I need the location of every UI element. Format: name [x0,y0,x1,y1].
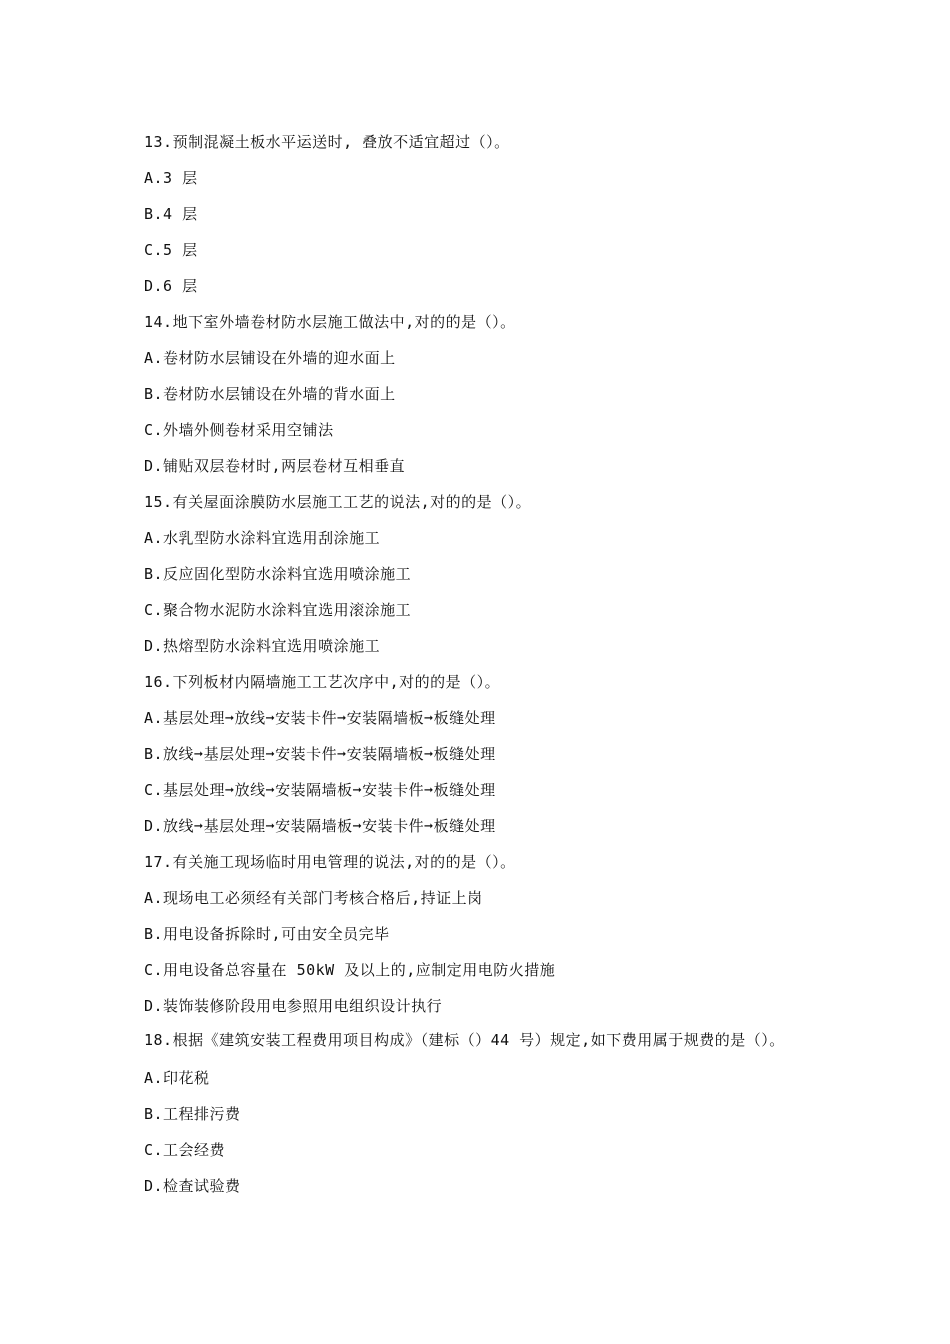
option-d: D.放线➞基层处理➞安装隔墙板➞安装卡件➞板缝处理 [144,817,496,835]
option-a: A.现场电工必须经有关部门考核合格后,持证上岗 [144,889,483,907]
document-page [144,117,814,1212]
option-b: B.用电设备拆除时,可由安全员完毕 [144,925,390,943]
question-stem: 16.下列板材内隔墙施工工艺次序中,对的的是（）。 [144,673,501,691]
option-c: C.用电设备总容量在 50kW 及以上的,应制定用电防火措施 [144,961,556,979]
question-13 [144,132,814,296]
option-d: D.检查试验费 [144,1177,241,1195]
option-b: B.4 层 [144,205,198,223]
option-a: A.水乳型防水涂料宜选用刮涂施工 [144,529,381,547]
option-c: C.工会经费 [144,1141,226,1159]
option-a: A.3 层 [144,169,198,187]
option-b: B.放线➞基层处理➞安装卡件➞安装隔墙板➞板缝处理 [144,745,496,763]
question-stem: 17.有关施工现场临时用电管理的说法,对的的是（）。 [144,853,516,871]
question-stem: 13.预制混凝土板水平运送时, 叠放不适宜超过（）。 [144,133,510,151]
option-b: B.反应固化型防水涂料宜选用喷涂施工 [144,565,412,583]
option-d: D.铺贴双层卷材时,两层卷材互相垂直 [144,457,406,475]
option-b: B.工程排污费 [144,1105,241,1123]
option-a: A.印花税 [144,1069,210,1087]
option-c: C.基层处理➞放线➞安装隔墙板➞安装卡件➞板缝处理 [144,781,496,799]
option-c: C.外墙外侧卷材采用空铺法 [144,421,334,439]
question-18 [144,1032,814,1196]
question-16 [144,672,814,836]
option-d: D.6 层 [144,277,198,295]
question-17 [144,852,814,1016]
option-d: D.热熔型防水涂料宜选用喷涂施工 [144,637,381,655]
option-c: C.5 层 [144,241,198,259]
option-b: B.卷材防水层铺设在外墙的背水面上 [144,385,396,403]
question-stem: 18.根据《建筑安装工程费用项目构成》（建标（）44 号）规定,如下费用属于规费的是（）。 [144,1031,785,1049]
option-a: A.基层处理➞放线➞安装卡件➞安装隔墙板➞板缝处理 [144,709,496,727]
question-14 [144,312,814,476]
question-stem: 15.有关屋面涂膜防水层施工工艺的说法,对的的是（）。 [144,493,532,511]
option-a: A.卷材防水层铺设在外墙的迎水面上 [144,349,396,367]
question-stem: 14.地下室外墙卷材防水层施工做法中,对的的是（）。 [144,313,516,331]
option-d: D.装饰装修阶段用电参照用电组织设计执行 [144,997,443,1015]
question-15 [144,492,814,656]
option-c: C.聚合物水泥防水涂料宜选用滚涂施工 [144,601,412,619]
